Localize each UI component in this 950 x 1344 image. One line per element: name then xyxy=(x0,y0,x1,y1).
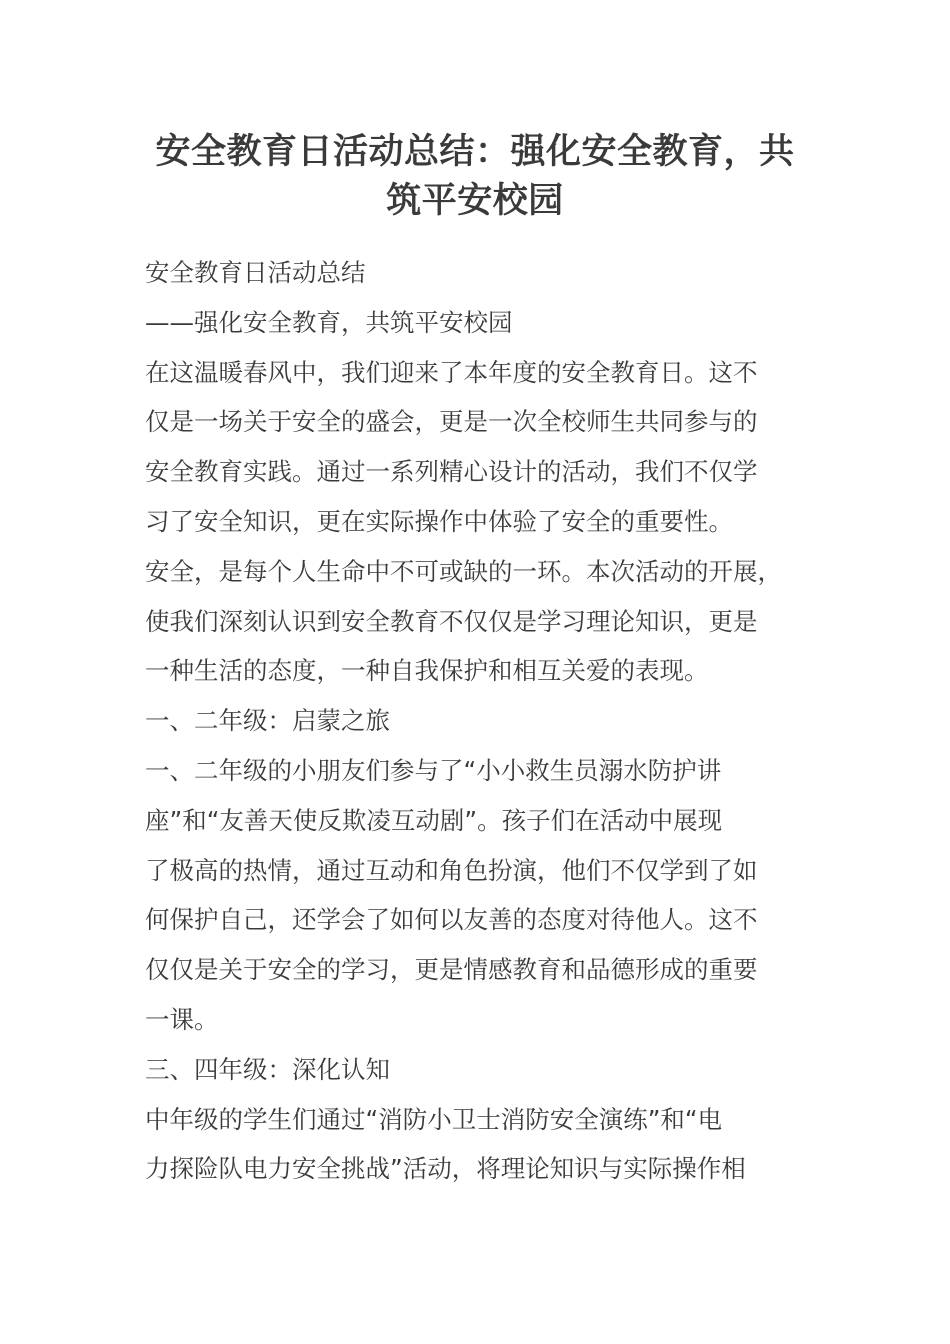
document-title xyxy=(145,128,805,226)
subtitle-slogan: ——强化安全教育，共筑平安校园 xyxy=(145,307,513,337)
paragraph-intro-line: 仅是一场关于安全的盛会，更是一次全校师生共同参与的 xyxy=(145,407,758,437)
paragraph-grade-1-2-line: 座”和“友善天使反欺凌互动剧”。孩子们在活动中展现 xyxy=(145,805,723,835)
paragraph-intro-line: 安全教育实践。通过一系列精心设计的活动，我们不仅学 xyxy=(145,457,758,487)
paragraph-safety-line: 安全，是每个人生命中不可或缺的一环。本次活动的开展， xyxy=(145,556,782,586)
paragraph-grade-1-2-line: 一课。 xyxy=(145,1004,219,1034)
title-line-1: 安全教育日活动总结：强化安全教育，共 xyxy=(155,132,795,172)
paragraph-grade-1-2-line: 了极高的热情，通过互动和角色扮演，他们不仅学到了如 xyxy=(145,855,758,885)
paragraph-grade-1-2-line: 何保护自己，还学会了如何以友善的态度对待他人。这不 xyxy=(145,905,758,935)
paragraph-grade-3-4-line: 力探险队电力安全挑战”活动，将理论知识与实际操作相 xyxy=(145,1154,746,1184)
paragraph-grade-3-4-line: 中年级的学生们通过“消防小卫士消防安全演练”和“电 xyxy=(145,1104,723,1134)
subtitle-heading: 安全教育日活动总结 xyxy=(145,258,366,287)
title-line-2: 筑平安校园 xyxy=(386,181,564,221)
section-heading-grade-1-2: 一、二年级：启蒙之旅 xyxy=(145,706,390,736)
paragraph-safety-line: 一种生活的态度，一种自我保护和相互关爱的表现。 xyxy=(145,656,709,686)
document-body xyxy=(145,248,805,1194)
paragraph-grade-1-2-line: 一、二年级的小朋友们参与了“小小救生员溺水防护讲 xyxy=(145,755,722,785)
section-heading-grade-3-4: 三、四年级：深化认知 xyxy=(145,1054,390,1084)
paragraph-grade-1-2-line: 仅仅是关于安全的学习，更是情感教育和品德形成的重要 xyxy=(145,955,758,985)
paragraph-intro-line: 习了安全知识，更在实际操作中体验了安全的重要性。 xyxy=(145,506,733,536)
paragraph-safety-line: 使我们深刻认识到安全教育不仅仅是学习理论知识，更是 xyxy=(145,606,758,636)
paragraph-intro-line: 在这温暖春风中，我们迎来了本年度的安全教育日。这不 xyxy=(145,357,758,387)
